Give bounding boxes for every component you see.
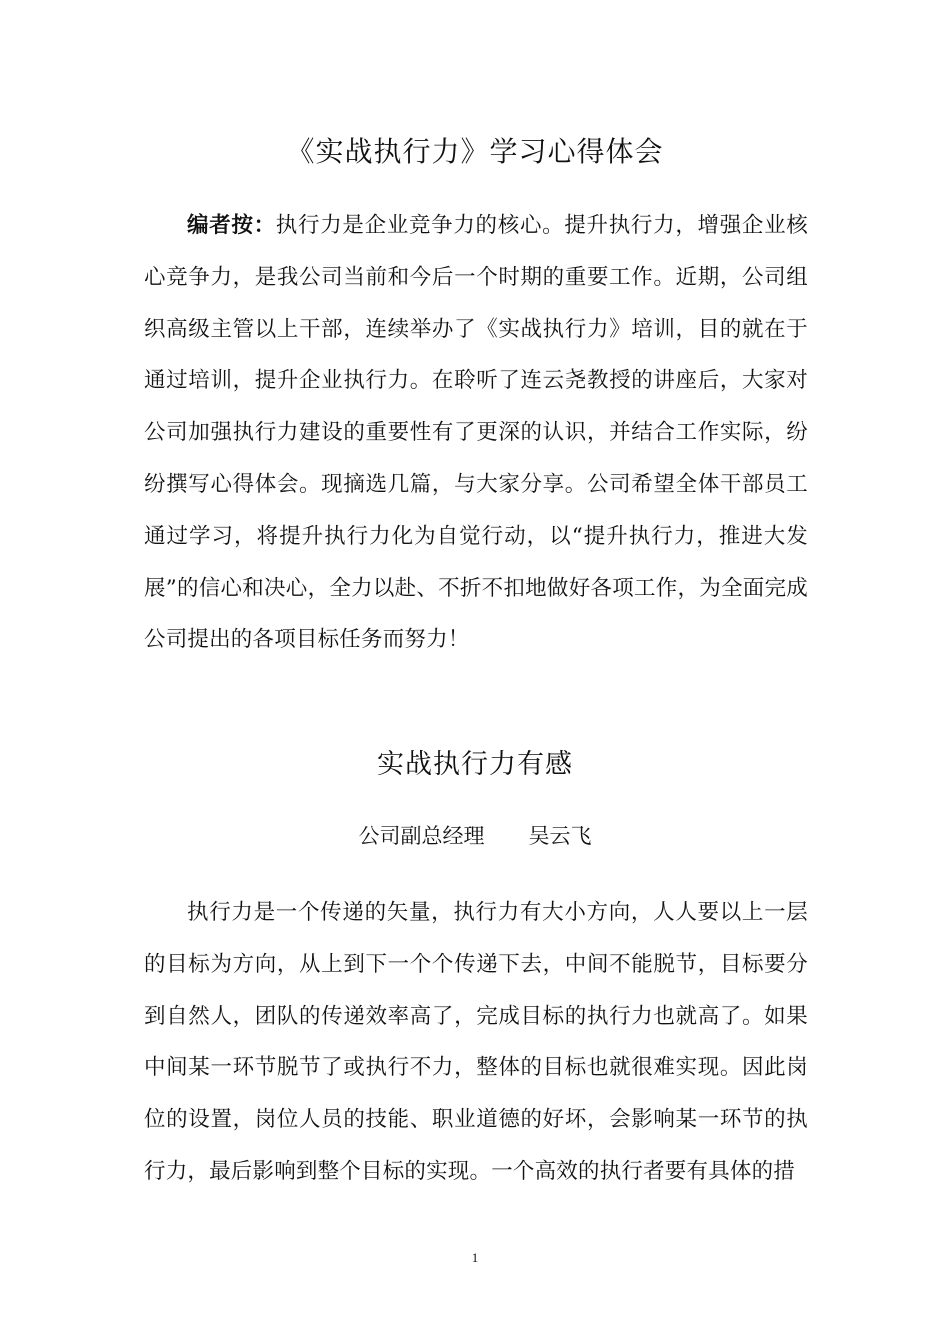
document-title: 《实战执行力》学习心得体会 (286, 135, 664, 168)
editor-note (144, 200, 808, 666)
article-byline (0, 820, 950, 850)
article-title: 实战执行力有感 (377, 749, 573, 780)
page-number: 1 (471, 1250, 479, 1265)
author-position: 公司副总经理 (358, 824, 485, 848)
author-name: 吴云飞 (528, 824, 592, 848)
editor-note-text: 执行力是企业竞争力的核心。提升执行力，增强企业核心竞争力，是我公司当前和今后一个时期的重要工作。近期，公司组织高级主管以上干部，连续举办了《实战执行力》培训，目的就在于通过培训，提升企业执行力。在聆听了连云尧教授的讲座后，大家对公司加强执行力建设的重要性有了更深的认识，并结合工作实际，纷纷撰写心得体会。现摘选几篇，与大家分享。公司希望全体干部员工通过学习，将提升执行力化为自觉行动，以“提升执行力，推进大发展”的信心和决心，全力以赴、不折不扣地做好各项工作，为全面完成公司提出的各项目标任务而努力！ (144, 213, 808, 653)
article-body: 执行力是一个传递的矢量，执行力有大小方向，人人要以上一层的目标为方向，从上到下一个个传递下去，中间不能脱节，目标要分到自然人，团队的传递效率高了，完成目标的执行力也就高了。如果中间某一环节脱节了或执行不力，整体的目标也就很难实现。因此岗位的设置，岗位人员的技能、职业道德的好坏，会影响某一环节的执行力，最后影响到整个目标的实现。一个高效的执行者要有具体的措 (144, 900, 808, 1184)
editor-note-label: 编者按： (187, 213, 276, 238)
